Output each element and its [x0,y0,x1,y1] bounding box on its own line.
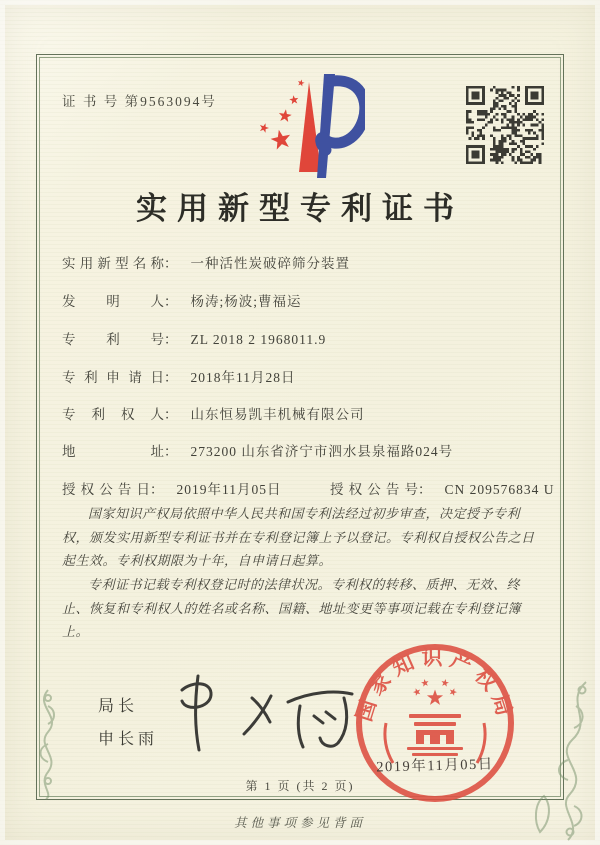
signer-title: 局长 [98,698,139,715]
signature-icon [168,664,368,759]
grant-no-label: 授权公告号 [330,482,418,497]
page-number: 第 1 页 (共 2 页) [245,779,355,793]
field-value: 杨涛;杨波;曹福运 [190,294,302,309]
field-row-patent-no: 专利号： ZL 2018 2 1968011.9 [62,328,542,348]
field-row-address: 地址： 273200 山东省济宁市泗水县泉福路024号 [62,440,542,460]
field-row-grant: 授权公告日： 2019年11月05日 授权公告号： CN 209576834 U [62,478,542,498]
legal-paragraph-2: 专利证书记载专利权登记时的法律状况。专利权的转移、质押、无效、终止、恢复和专利权人的姓名或名称、国籍、地址变更等事项记载在专利登记簿上。 [62,576,522,640]
field-label: 发明人 [62,294,164,309]
grant-date-value: 2019年11月05日 [176,482,282,497]
field-value: ZL 2018 2 1968011.9 [190,332,327,347]
seal-date: 2019年11月05日 [376,756,494,776]
legal-paragraphs [62,502,538,644]
certificate-number: 证 书 号 第9563094号 [62,94,217,109]
field-value: 山东恒易凯丰机械有限公司 [190,407,365,422]
field-row-name: 实用新型名称： 一种活性炭破碎筛分装置 [62,252,542,272]
field-label: 地址 [62,444,164,459]
corner-flourish-right-icon [524,676,598,844]
signer-name: 申长雨 [98,731,159,748]
field-label: 实用新型名称 [62,256,164,271]
field-label: 专利申请日 [62,370,164,385]
field-value: 273200 山东省济宁市泗水县泉福路024号 [190,444,454,459]
seal-text: 国家知识产权局 [351,645,519,725]
field-row-patentee: 专利权人： 山东恒易凯丰机械有限公司 [62,403,542,423]
field-value: 一种活性炭破碎筛分装置 [190,256,350,271]
grant-no-value: CN 209576834 U [444,482,555,497]
field-label: 专利号 [62,332,164,347]
field-label: 专利权人 [62,407,164,422]
grant-no-pair: 授权公告号： CN 209576834 U [330,478,555,498]
back-note: 其他事项参见背面 [233,816,366,830]
field-row-filing-date: 专利申请日： 2018年11月28日 [62,366,542,386]
corner-flourish-left-icon [24,686,72,801]
legal-paragraph-1: 国家知识产权局依照中华人民共和国专利法经过初步审查，决定授予专利权，颁发实用新型专利证书并在专利登记簿上予以登记。专利权自授权公告之日起生效。专利权期限为十年，自申请日起算。 [62,506,535,569]
svg-text:国家知识产权局 [352,646,519,724]
grant-date-label: 授权公告日 [62,482,150,497]
certificate-title: 实用新型专利证书 [136,191,464,226]
cnipa-logo-icon [235,66,365,184]
field-value: 2018年11月28日 [190,370,296,385]
field-row-inventors: 发明人： 杨涛;杨波;曹福运 [62,290,542,310]
qr-code-icon [466,86,544,164]
